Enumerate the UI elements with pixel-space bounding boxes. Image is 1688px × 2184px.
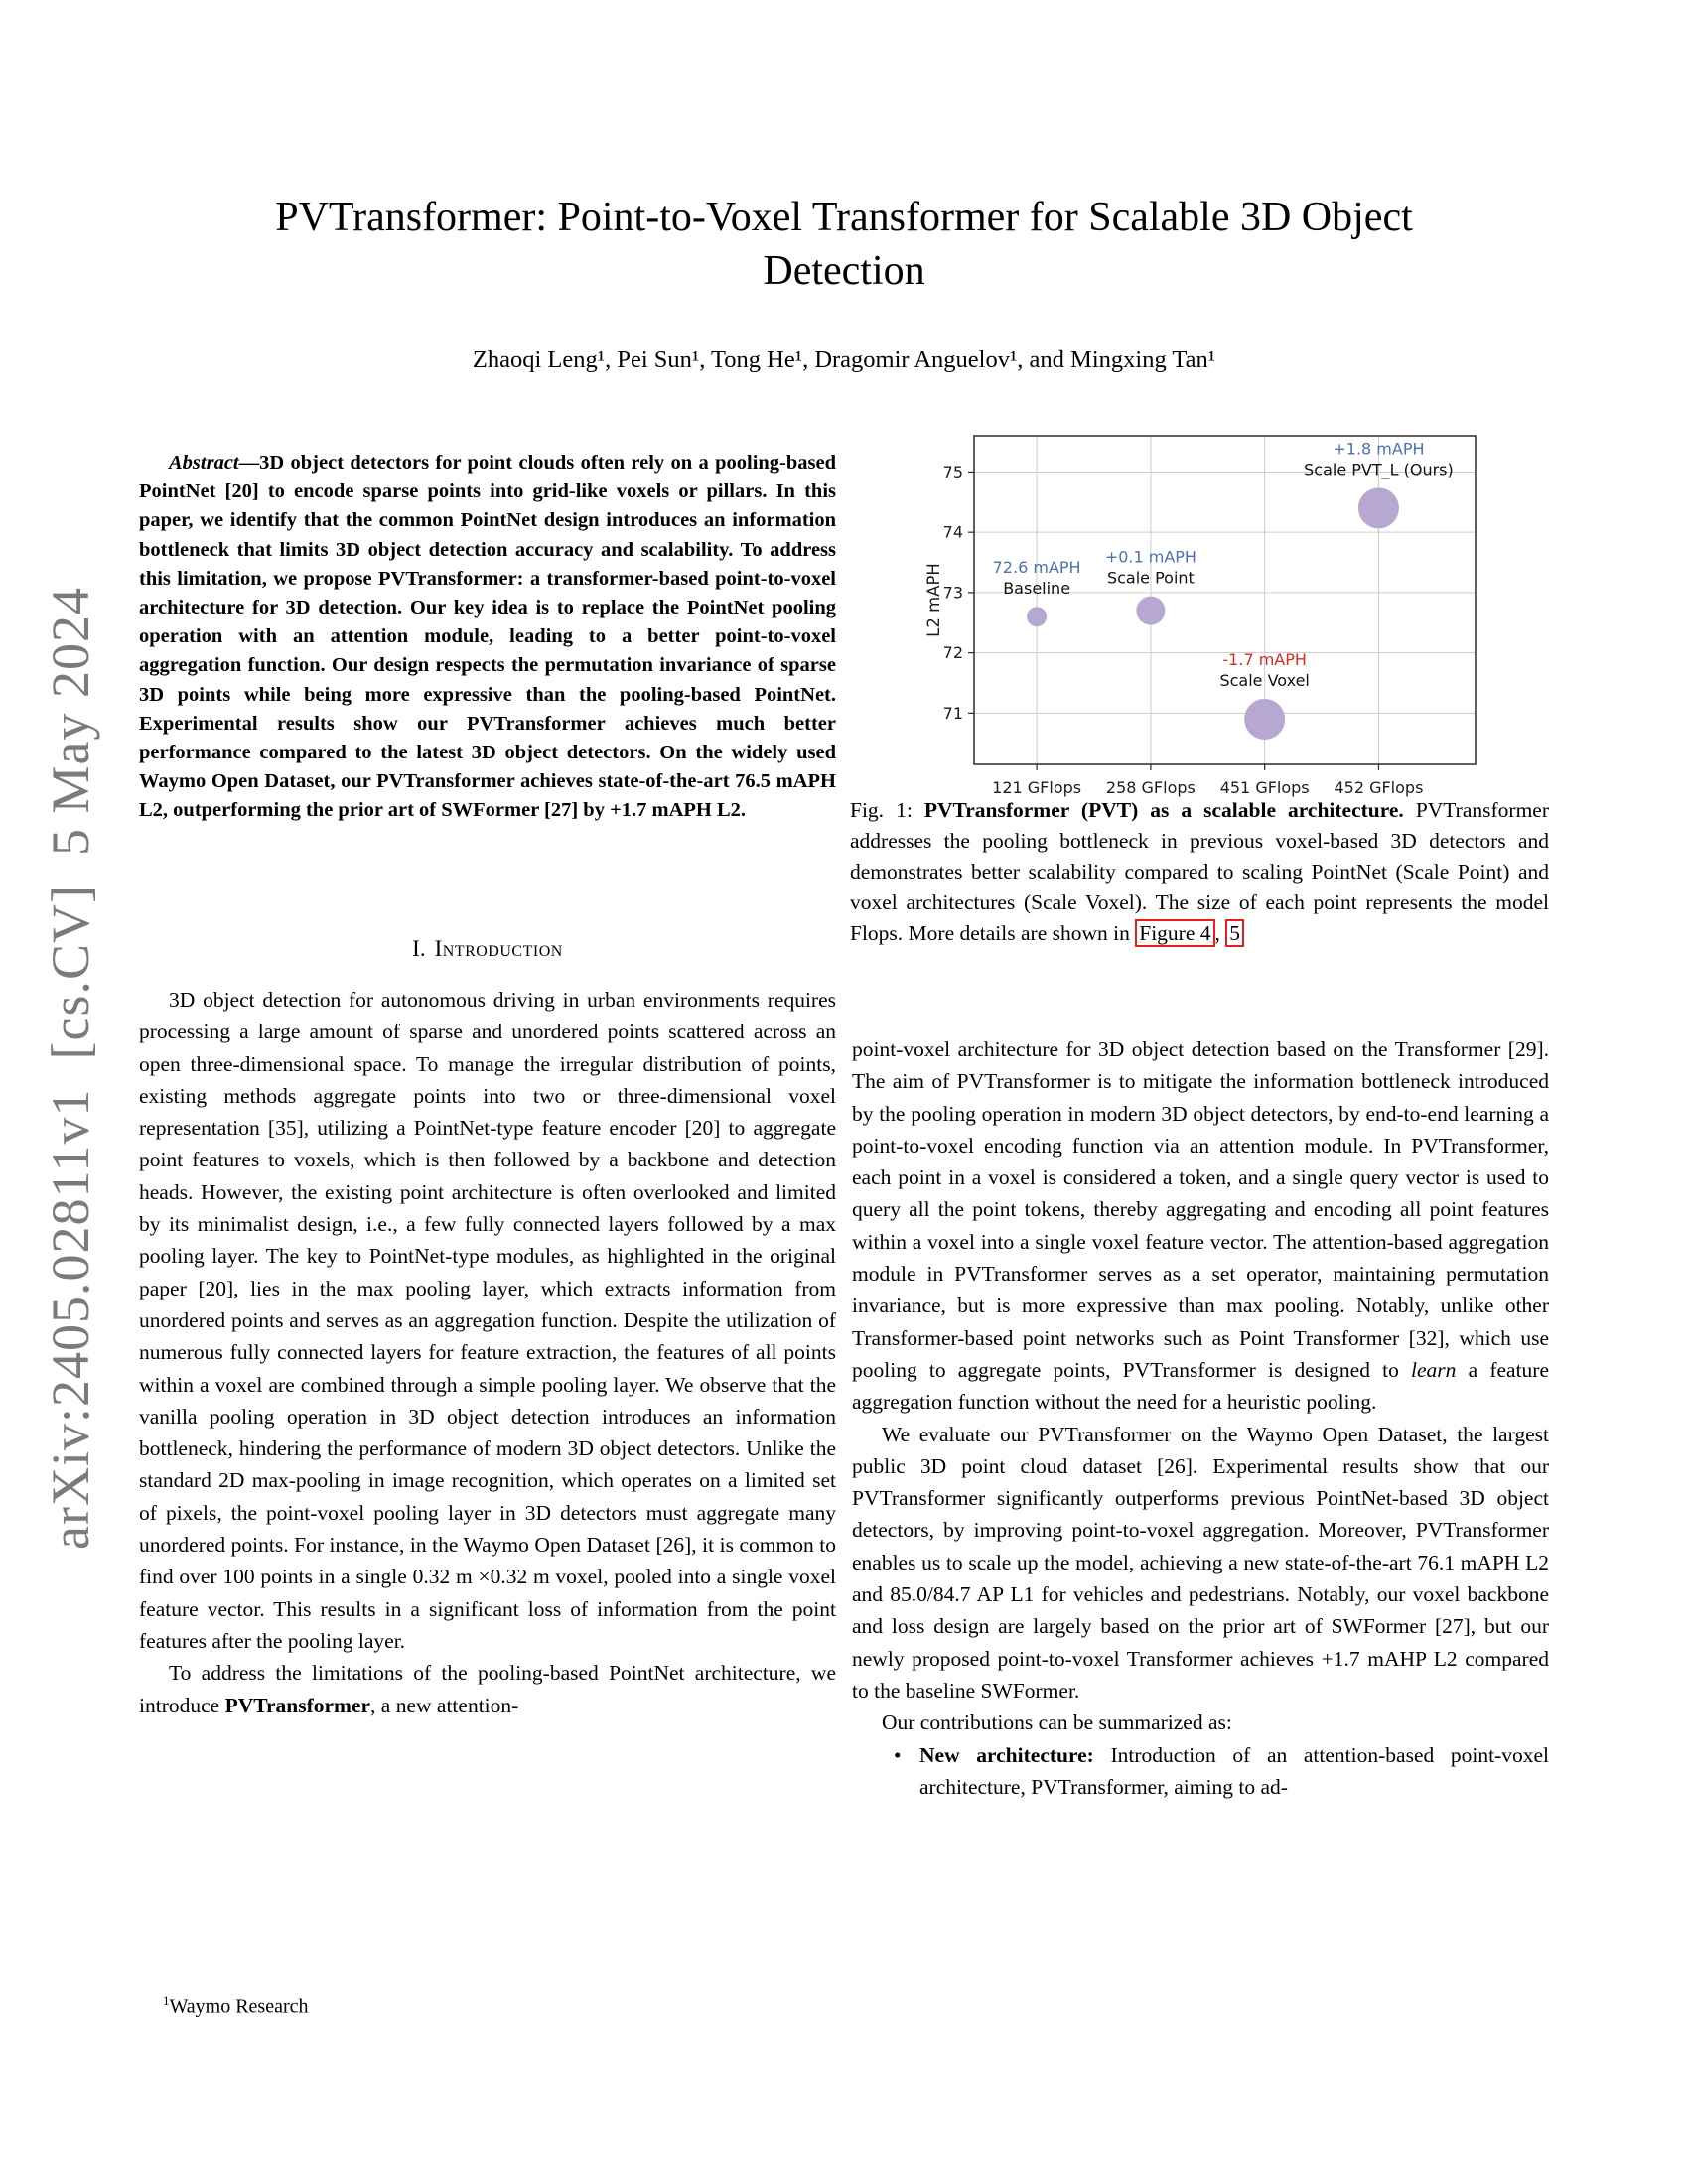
point-label: Scale Voxel: [1219, 670, 1310, 690]
contribution-bullet: [852, 1739, 1549, 1804]
right-paragraph-1-tail: a feature aggregation function without the need for a heuristic pooling.: [852, 1357, 1549, 1415]
paper-title-line1: PVTransformer: Point-to-Voxel Transformer for Scalable 3D Object: [275, 195, 1413, 240]
intro-paragraph-1: 3D object detection for autonomous driving in urban environments requires processing a large amount of sparse and unordered points scattered across an open three-dimensional space. To manage the irregular distribution of points, existing methods aggregate points into two or three-dimensional voxel representation [35], utilizing a PointNet-type feature encoder [20] to aggregate point features to voxels, which is then followed by a backbone and detection heads. However, the existing point architecture is often overlooked and limited by its minimalist design, i.e., a few fully connected layers followed by a max pooling layer. The key to PointNet-type modules, as highlighted in the original paper [20], lies in the max pooling layer, which extracts information from unordered points and serves as an aggregation function. Despite the utilization of numerous fully connected layers for feature extraction, the features of all points within a voxel are combined through a simple pooling layer. We observe that the vanilla pooling operation in 3D object detection introduces an information bottleneck, hindering the performance of modern 3D object detectors. Unlike the standard 2D max-pooling in image recognition, which operates on a limited set of pixels, the point-voxel pooling layer in 3D detectors must aggregate many unordered points. For instance, in the Waymo Open Dataset [26], it is common to find over 100 points in a single 0.32 m ×0.32 m voxel, pooled into a single voxel feature vector. This results in a significant loss of information from the point features after the pooling layer.: [139, 988, 836, 1653]
right-column-body: [852, 1033, 1549, 1803]
figure-caption-title: PVTransformer (PVT) as a scalable architecture.: [923, 798, 1404, 822]
point-label: Baseline: [1003, 579, 1071, 599]
y-tick-label: 75: [942, 462, 963, 481]
right-paragraph-2: We evaluate our PVTransformer on the Waymo Open Dataset, the largest public 3D point cloud dataset [26]. Experimental results show that our PVTransformer significantly outperforms previous PointNet-based 3D object detectors, by improving point-to-voxel aggregation. Moreover, PVTransformer enables us to scale up the model, achieving a new state-of-the-art 76.1 mAPH L2 and 85.0/84.7 AP L1 for vehicles and pedestrians. Notably, our voxel backbone and loss design are largely based on the prior art of SWFormer [27], but our newly proposed point-to-voxel Transformer achieves +1.7 mAHP L2 compared to the baseline SWFormer.: [852, 1422, 1549, 1703]
paper-title: [70, 191, 1618, 298]
data-bubble: [1136, 597, 1165, 625]
right-paragraph-1-text: point-voxel architecture for 3D object detection based on the Transformer [29]. The aim of PVTransformer is to mitigate the information bottleneck introduced by the pooling operation in modern 3D object detectors, by end-to-end learning a point-to-voxel encoding function via an attention module. In PVTransformer, each point in a voxel is considered a token, and a single query vector is used to query all the point tokens, thereby aggregating and encoding all point features within a voxel into a single voxel feature vector. The attention-based aggregation module in PVTransformer serves as a set operator, maintaining permutation invariance, but is more expressive than max pooling. Notably, unlike other Transformer-based point networks such as Point Transformer [32], which use pooling to aggregate points, PVTransformer is designed to: [852, 1037, 1549, 1382]
y-tick-label: 73: [942, 583, 963, 603]
x-tick-label: 452 GFlops: [1334, 778, 1424, 797]
x-tick-label: 451 GFlops: [1219, 778, 1310, 797]
point-annotation: +1.8 mAPH: [1333, 439, 1425, 459]
point-annotation: +0.1 mAPH: [1104, 547, 1196, 567]
learn-italic: learn: [1411, 1357, 1457, 1382]
y-tick-label: 71: [942, 703, 963, 723]
abstract-dash: —: [238, 452, 260, 474]
footnote-marker: 1: [163, 1993, 170, 2008]
figure4-link[interactable]: Figure 4: [1135, 919, 1214, 947]
left-column-body: [139, 984, 836, 1721]
footnote-text: Waymo Research: [169, 1995, 309, 2018]
contributions-lead: Our contributions can be summarized as:: [882, 1710, 1232, 1735]
data-bubble: [1358, 487, 1399, 528]
point-annotation: 72.6 mAPH: [992, 558, 1081, 578]
data-bubble: [1027, 607, 1047, 626]
section-title: Introduction: [434, 936, 563, 961]
contribution-bullet-content: [919, 1743, 1549, 1799]
figure-caption-separator: ,: [1214, 921, 1226, 945]
figure-label: Fig. 1:: [850, 798, 924, 822]
intro-paragraph-2-text: To address the limitations of the pooling-based PointNet architecture, we introduce: [139, 1661, 836, 1717]
point-annotation: -1.7 mAPH: [1222, 649, 1307, 669]
bullet-marker: •: [894, 1742, 902, 1767]
y-tick-label: 72: [942, 643, 963, 663]
abstract-body: 3D object detectors for point clouds often rely on a pooling-based PointNet [20] to encode sparse points into grid-like voxels or pillars. In this paper, we identify that the common PointNet design introduces an information bottleneck that limits 3D object detection accuracy and scalability. To address this limitation, we propose PVTransformer: a transformer-based point-to-voxel architecture for 3D detection. Our key idea is to replace the PointNet pooling operation with an attention module, leading to a better point-to-voxel aggregation function. Our design respects the permutation invariance of sparse 3D points while being more expressive than the pooling-based PointNet. Experimental results show our PVTransformer achieves much better performance compared to the latest 3D object detectors. On the widely used Waymo Open Dataset, our PVTransformer achieves state-of-the-art 76.5 mAPH L2, outperforming the prior art of SWFormer [27] by +1.7 mAPH L2.: [139, 452, 836, 822]
arxiv-stamp: arXiv:2405.02811v1 [cs.CV] 5 May 2024: [41, 587, 100, 1550]
abstract-lead: Abstract: [169, 452, 239, 474]
author-line: Zhaoqi Leng¹, Pei Sun¹, Tong He¹, Dragomir Anguelov¹, and Mingxing Tan¹: [472, 346, 1216, 373]
contribution-bullet-text: Introduction of an attention-based point-voxel architecture, PVTransformer, aiming to ad-: [919, 1742, 1549, 1799]
right-paragraph-1: [852, 1033, 1549, 1419]
fig1-scatter-chart: [852, 420, 1557, 797]
section-number: I.: [412, 936, 426, 961]
intro-paragraph-2: [139, 1657, 836, 1721]
data-bubble: [1244, 699, 1285, 740]
x-tick-label: 258 GFlops: [1105, 778, 1196, 797]
figure5-link[interactable]: 5: [1225, 919, 1244, 947]
paper-title-line2: Detection: [763, 248, 925, 294]
intro-paragraph-2-tail: , a new attention-: [370, 1693, 519, 1717]
affiliation-footnote: [139, 1993, 860, 2019]
plot-border: [974, 436, 1476, 764]
x-tick-label: 121 GFlops: [992, 778, 1082, 797]
section-heading-introduction: [139, 936, 836, 962]
point-label: Scale PVT_L (Ours): [1304, 460, 1454, 479]
y-axis-label: L2 mAPH: [924, 563, 943, 637]
abstract: [139, 449, 836, 826]
y-tick-label: 74: [942, 522, 963, 542]
pvtransformer-bold: PVTransformer: [224, 1693, 371, 1717]
point-label: Scale Point: [1106, 568, 1195, 588]
figure-caption: [850, 795, 1549, 949]
figure-caption-body: PVTransformer addresses the pooling bottleneck in previous voxel-based 3D detectors and demonstrates better scalability compared to scaling PointNet (Scale Point) and voxel architectures (Scale Voxel). The size of each point represents the model Flops. More details are shown in: [850, 798, 1549, 945]
contribution-bullet-bold: New architecture:: [919, 1742, 1094, 1767]
